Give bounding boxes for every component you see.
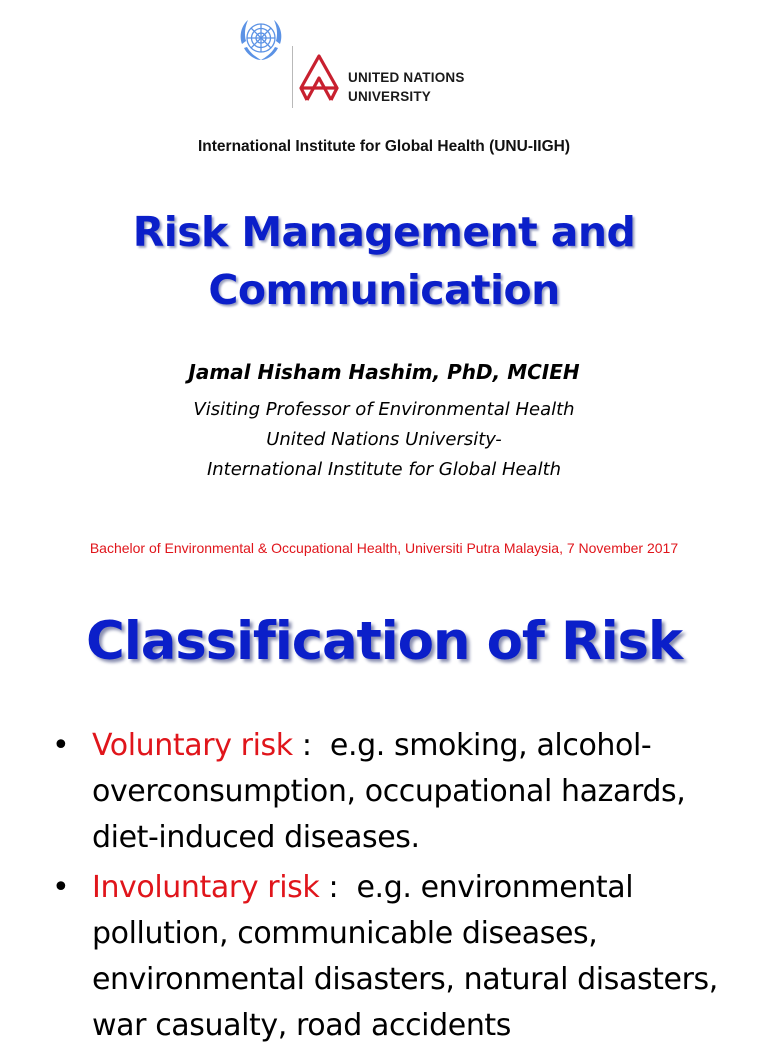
logo-divider	[292, 46, 293, 108]
bullet-term: Involuntary risk	[92, 870, 320, 905]
affiliation-line1: Visiting Professor of Environmental Health	[193, 399, 575, 420]
org-name-line1: UNITED NATIONS	[348, 70, 465, 85]
bullet-item-involuntary	[0, 865, 768, 1049]
bullet-marker: •	[52, 728, 70, 763]
un-emblem-icon	[236, 14, 286, 64]
bullet-separator: :	[319, 870, 357, 905]
unu-logo-icon	[297, 52, 341, 106]
event-line: Bachelor of Environmental & Occupational Health, Universiti Putra Malaysia, 7 November 2017	[89, 540, 679, 556]
org-name-line2: UNIVERSITY	[348, 89, 432, 104]
author-affiliation	[0, 395, 768, 485]
bullet-separator: :	[292, 728, 330, 763]
bullet-marker: •	[52, 870, 70, 905]
bullet-text: e.g. environmental pollution, communicable diseases, environmental disasters, natural disasters, war casualty, road accidents	[92, 870, 718, 1043]
title-line1: Risk Management and	[132, 208, 636, 256]
bullet-item-voluntary	[0, 723, 768, 861]
bullet-term: Voluntary risk	[92, 728, 293, 763]
affiliation-line2: United Nations University-	[266, 429, 502, 450]
bullet-text: e.g. smoking, alcohol-overconsumption, occupational hazards, diet-induced diseases.	[92, 728, 686, 855]
presentation-title	[0, 203, 768, 319]
bullet-list	[0, 723, 768, 1049]
org-name	[348, 68, 465, 106]
author-name: Jamal Hisham Hashim, PhD, MCIEH	[188, 360, 580, 384]
title-line2: Communication	[208, 266, 560, 314]
affiliation-line3: International Institute for Global Health	[206, 459, 562, 480]
institute-name: International Institute for Global Health (UNU-IIGH)	[198, 138, 570, 155]
slide-title: Classification of Risk	[86, 611, 682, 672]
classification-slide	[0, 587, 768, 1043]
